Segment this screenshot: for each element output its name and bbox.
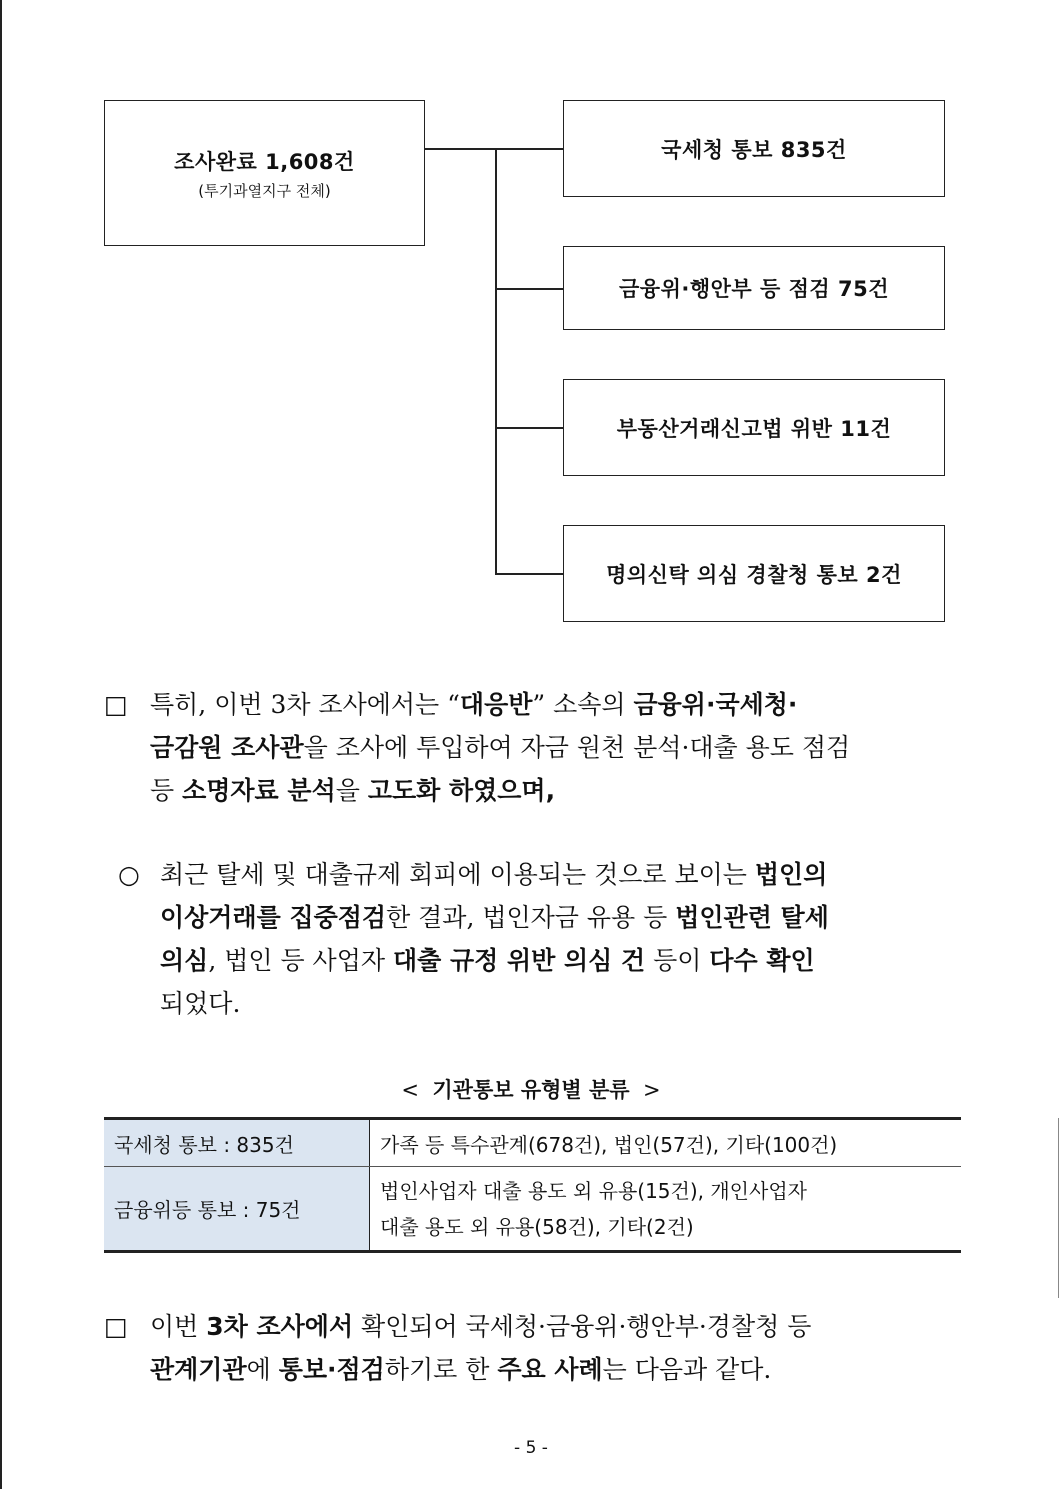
main-result-title: 조사완료 1,608건 (174, 149, 355, 174)
paragraph-line: 특히, 이번 3차 조사에서는 “대응반” 소속의 금융위·국세청· (150, 690, 798, 719)
main-result-box (104, 100, 425, 246)
table-desc-cell: 가족 등 특수관계(678건), 법인(57건), 기타(100건) (370, 1119, 962, 1167)
branch-label: 국세청 통보 835건 (661, 137, 847, 162)
branch-label: 명의신탁 의심 경찰청 통보 2건 (606, 562, 902, 587)
paragraph-3 (104, 1305, 968, 1391)
connector-branch-3 (495, 427, 563, 429)
main-result-subtitle: (투기과열지구 전체) (198, 181, 331, 200)
branch-label: 부동산거래신고법 위반 11건 (616, 416, 892, 441)
paragraph-line: 되었다. (160, 989, 241, 1018)
connector-branch-2 (495, 288, 563, 290)
paragraph-line: 의심, 법인 등 사업자 대출 규정 위반 의심 건 등이 다수 확인 (160, 946, 815, 975)
branch-box-realestate-law (563, 379, 945, 476)
connector-vertical-trunk (495, 148, 497, 574)
paragraph-line: 이번 3차 조사에서 확인되어 국세청·금융위·행안부·경찰청 등 (150, 1312, 812, 1341)
table-caption: < 기관통보 유형별 분류 > (401, 1078, 661, 1102)
classification-table (104, 1117, 961, 1253)
branch-box-police (563, 525, 945, 622)
paragraph-line: 최근 탈세 및 대출규제 회피에 이용되는 것으로 보이는 법인의 (160, 860, 828, 889)
branch-box-nts (563, 100, 945, 197)
table-row (104, 1119, 961, 1167)
square-bullet-icon: □ (104, 1312, 128, 1341)
paragraph-2 (118, 853, 968, 1025)
circle-bullet-icon: ○ (118, 860, 140, 889)
table-label-cell: 금융위등 통보 : 75건 (104, 1167, 370, 1252)
paragraph-line: 등 소명자료 분석을 고도화 하였으며, (150, 776, 556, 805)
table-row (104, 1167, 961, 1252)
paragraph-line: 금감원 조사관을 조사에 투입하여 자금 원천 분석·대출 용도 점검 (150, 733, 851, 762)
page-left-edge (0, 0, 2, 1489)
connector-branch-4 (495, 573, 563, 575)
connector-main-horizontal (425, 148, 563, 150)
table-label-cell: 국세청 통보 : 835건 (104, 1119, 370, 1167)
branch-label: 금융위·행안부 등 점검 75건 (619, 277, 889, 301)
paragraph-1 (104, 683, 968, 812)
branch-box-fsc (563, 246, 945, 330)
table-desc-cell: 법인사업자 대출 용도 외 유용(15건), 개인사업자 대출 용도 외 유용(58건), 기타(2건) (370, 1167, 962, 1252)
square-bullet-icon: □ (104, 690, 128, 719)
paragraph-line: 관계기관에 통보·점검하기로 한 주요 사례는 다음과 같다. (150, 1355, 772, 1384)
page-number: - 5 - (514, 1438, 548, 1458)
page-right-edge (1058, 1118, 1059, 1298)
paragraph-line: 이상거래를 집중점검한 결과, 법인자금 유용 등 법인관련 탈세 (160, 903, 829, 932)
